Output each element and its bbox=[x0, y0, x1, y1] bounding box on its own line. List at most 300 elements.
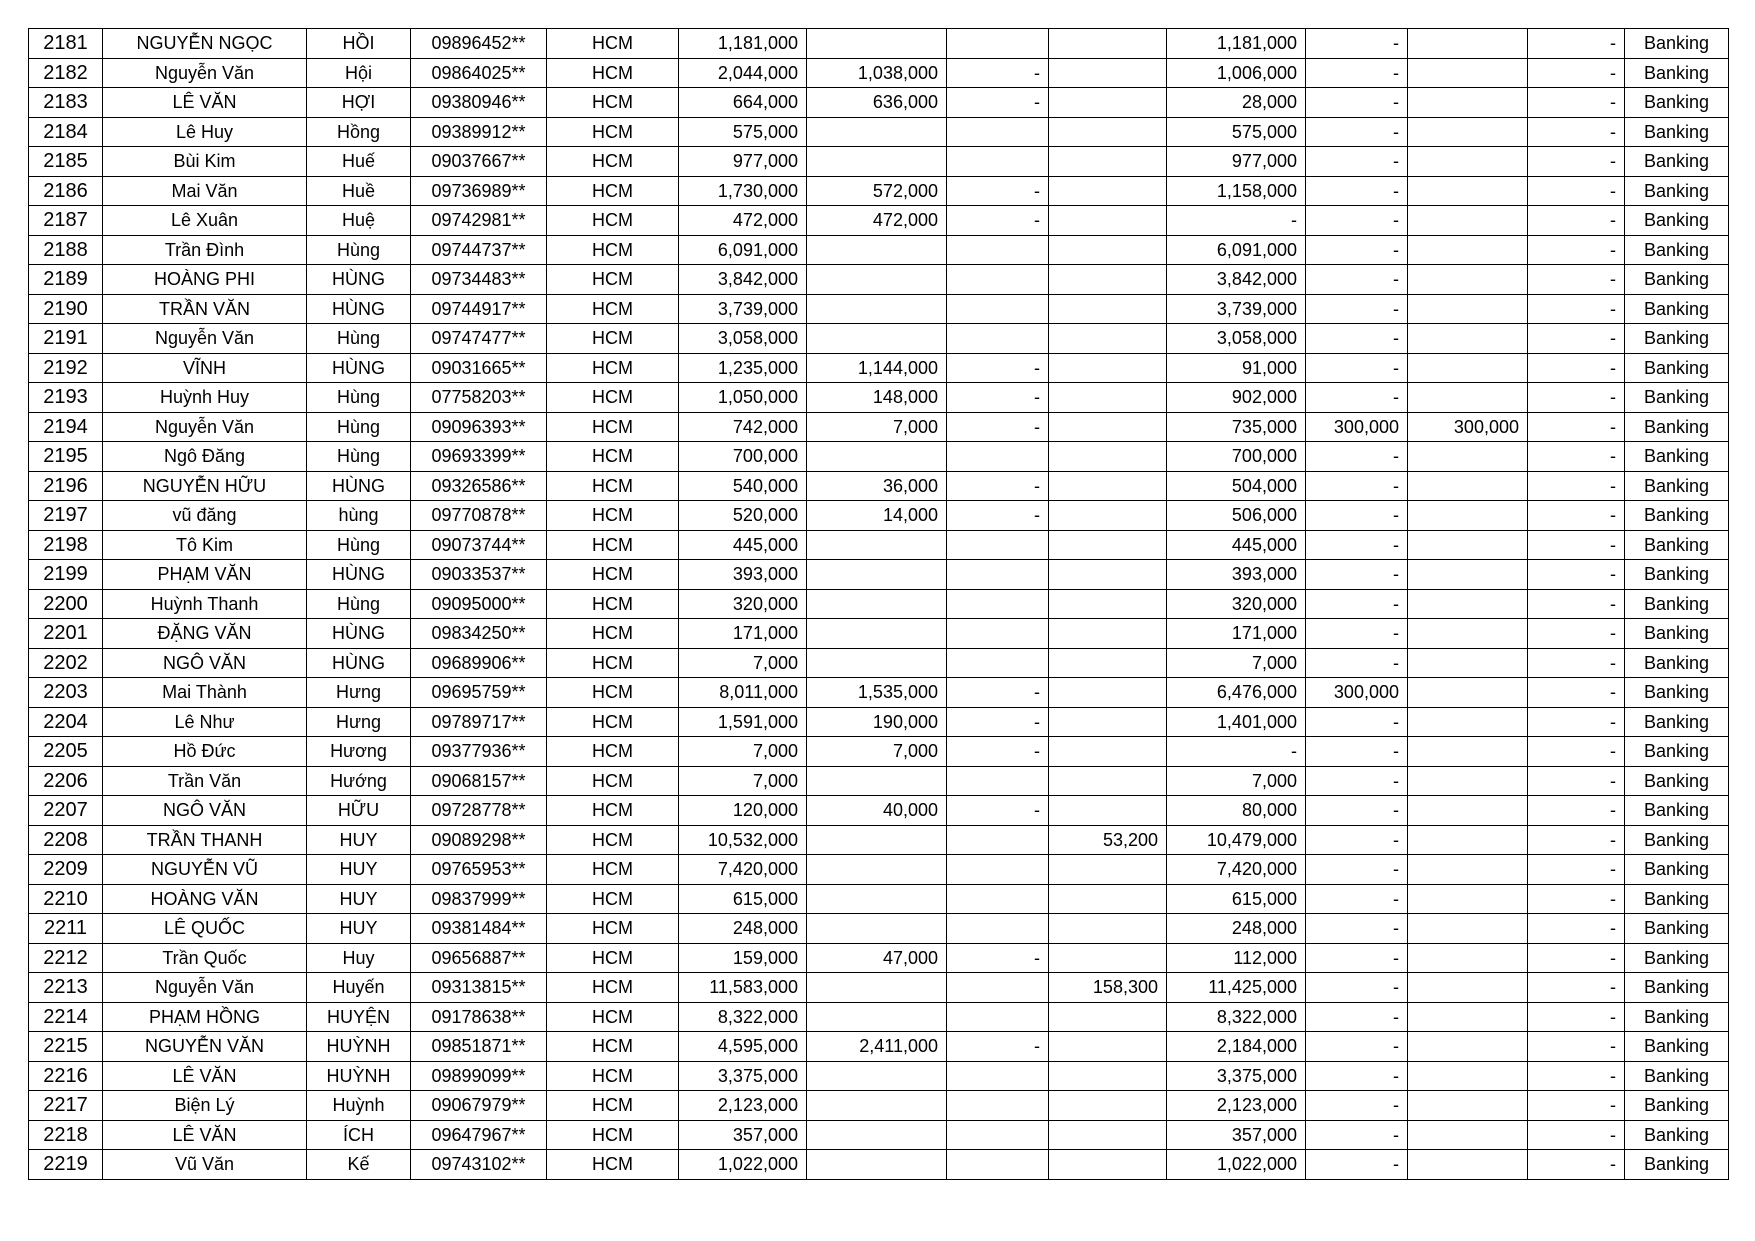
row-number-cell: 2184 bbox=[29, 117, 103, 147]
deduction-amount-cell: 1,038,000 bbox=[807, 58, 947, 88]
table-row bbox=[29, 117, 1729, 147]
net-amount-cell: 7,000 bbox=[1167, 766, 1306, 796]
deduction-dash-cell: - bbox=[947, 412, 1049, 442]
phone-number-cell: 09734483** bbox=[411, 265, 547, 295]
row-number-cell: 2188 bbox=[29, 235, 103, 265]
first-name-cell: Huỳnh bbox=[307, 1091, 411, 1121]
phone-number-cell: 09656887** bbox=[411, 943, 547, 973]
extra-amount-cell: - bbox=[1306, 796, 1408, 826]
table-row bbox=[29, 560, 1729, 590]
extra-amount-cell: - bbox=[1306, 766, 1408, 796]
last-middle-name-cell: HOÀNG VĂN bbox=[103, 884, 307, 914]
first-name-cell: Hùng bbox=[307, 442, 411, 472]
net-amount-cell: 3,058,000 bbox=[1167, 324, 1306, 354]
table-row bbox=[29, 29, 1729, 59]
extra-amount-2-cell bbox=[1408, 353, 1528, 383]
payment-method-cell: Banking bbox=[1625, 324, 1729, 354]
payment-method-cell: Banking bbox=[1625, 973, 1729, 1003]
extra-amount-2-cell bbox=[1408, 324, 1528, 354]
net-amount-cell: 1,022,000 bbox=[1167, 1150, 1306, 1180]
phone-number-cell: 09744737** bbox=[411, 235, 547, 265]
table-row bbox=[29, 1061, 1729, 1091]
first-name-cell: HUY bbox=[307, 825, 411, 855]
region-cell: HCM bbox=[547, 737, 679, 767]
total-amount-cell: 120,000 bbox=[679, 796, 807, 826]
fee-amount-cell bbox=[1049, 707, 1167, 737]
extra-amount-2-cell bbox=[1408, 176, 1528, 206]
region-cell: HCM bbox=[547, 1150, 679, 1180]
deduction-amount-cell bbox=[807, 766, 947, 796]
first-name-cell: HỢI bbox=[307, 88, 411, 118]
fee-amount-cell bbox=[1049, 796, 1167, 826]
phone-number-cell: 09742981** bbox=[411, 206, 547, 236]
extra-amount-cell: - bbox=[1306, 58, 1408, 88]
table-row bbox=[29, 147, 1729, 177]
row-number-cell: 2205 bbox=[29, 737, 103, 767]
total-amount-cell: 615,000 bbox=[679, 884, 807, 914]
total-amount-cell: 3,842,000 bbox=[679, 265, 807, 295]
first-name-cell: HUỲNH bbox=[307, 1061, 411, 1091]
last-middle-name-cell: Tô Kim bbox=[103, 530, 307, 560]
extra-amount-2-cell bbox=[1408, 442, 1528, 472]
table-row bbox=[29, 530, 1729, 560]
table-row bbox=[29, 1150, 1729, 1180]
extra-amount-2-cell bbox=[1408, 796, 1528, 826]
fee-amount-cell bbox=[1049, 265, 1167, 295]
first-name-cell: Hùng bbox=[307, 530, 411, 560]
deduction-amount-cell bbox=[807, 324, 947, 354]
deduction-amount-cell bbox=[807, 1061, 947, 1091]
fee-amount-cell bbox=[1049, 884, 1167, 914]
total-amount-cell: 540,000 bbox=[679, 471, 807, 501]
row-number-cell: 2198 bbox=[29, 530, 103, 560]
row-number-cell: 2199 bbox=[29, 560, 103, 590]
extra-amount-2-cell bbox=[1408, 707, 1528, 737]
payment-method-cell: Banking bbox=[1625, 294, 1729, 324]
net-amount-cell: 7,420,000 bbox=[1167, 855, 1306, 885]
region-cell: HCM bbox=[547, 619, 679, 649]
balance-dash-cell: - bbox=[1528, 265, 1625, 295]
balance-dash-cell: - bbox=[1528, 29, 1625, 59]
payment-method-cell: Banking bbox=[1625, 648, 1729, 678]
payment-method-cell: Banking bbox=[1625, 235, 1729, 265]
phone-number-cell: 09647967** bbox=[411, 1120, 547, 1150]
table-row bbox=[29, 914, 1729, 944]
region-cell: HCM bbox=[547, 442, 679, 472]
payment-method-cell: Banking bbox=[1625, 530, 1729, 560]
balance-dash-cell: - bbox=[1528, 825, 1625, 855]
extra-amount-cell: - bbox=[1306, 737, 1408, 767]
row-number-cell: 2216 bbox=[29, 1061, 103, 1091]
last-middle-name-cell: LÊ VĂN bbox=[103, 88, 307, 118]
last-middle-name-cell: ĐẶNG VĂN bbox=[103, 619, 307, 649]
total-amount-cell: 10,532,000 bbox=[679, 825, 807, 855]
balance-dash-cell: - bbox=[1528, 383, 1625, 413]
extra-amount-2-cell bbox=[1408, 678, 1528, 708]
table-row bbox=[29, 294, 1729, 324]
first-name-cell: HÙNG bbox=[307, 648, 411, 678]
total-amount-cell: 320,000 bbox=[679, 589, 807, 619]
total-amount-cell: 3,739,000 bbox=[679, 294, 807, 324]
balance-dash-cell: - bbox=[1528, 678, 1625, 708]
net-amount-cell: 902,000 bbox=[1167, 383, 1306, 413]
extra-amount-2-cell bbox=[1408, 29, 1528, 59]
deduction-amount-cell: 472,000 bbox=[807, 206, 947, 236]
first-name-cell: Hùng bbox=[307, 383, 411, 413]
table-row bbox=[29, 353, 1729, 383]
first-name-cell: HUYỆN bbox=[307, 1002, 411, 1032]
extra-amount-2-cell bbox=[1408, 88, 1528, 118]
table-row bbox=[29, 855, 1729, 885]
row-number-cell: 2219 bbox=[29, 1150, 103, 1180]
first-name-cell: HUY bbox=[307, 914, 411, 944]
extra-amount-cell: - bbox=[1306, 235, 1408, 265]
extra-amount-cell: - bbox=[1306, 501, 1408, 531]
extra-amount-cell: - bbox=[1306, 648, 1408, 678]
extra-amount-2-cell bbox=[1408, 825, 1528, 855]
region-cell: HCM bbox=[547, 501, 679, 531]
extra-amount-cell: - bbox=[1306, 324, 1408, 354]
row-number-cell: 2217 bbox=[29, 1091, 103, 1121]
last-middle-name-cell: Mai Thành bbox=[103, 678, 307, 708]
table-row bbox=[29, 619, 1729, 649]
table-row bbox=[29, 442, 1729, 472]
phone-number-cell: 09380946** bbox=[411, 88, 547, 118]
region-cell: HCM bbox=[547, 353, 679, 383]
first-name-cell: Kế bbox=[307, 1150, 411, 1180]
deduction-dash-cell: - bbox=[947, 707, 1049, 737]
phone-number-cell: 09747477** bbox=[411, 324, 547, 354]
deduction-amount-cell: 14,000 bbox=[807, 501, 947, 531]
deduction-dash-cell bbox=[947, 265, 1049, 295]
row-number-cell: 2213 bbox=[29, 973, 103, 1003]
net-amount-cell: - bbox=[1167, 206, 1306, 236]
balance-dash-cell: - bbox=[1528, 914, 1625, 944]
extra-amount-cell: - bbox=[1306, 589, 1408, 619]
region-cell: HCM bbox=[547, 648, 679, 678]
extra-amount-2-cell bbox=[1408, 737, 1528, 767]
last-middle-name-cell: PHẠM HỒNG bbox=[103, 1002, 307, 1032]
phone-number-cell: 09765953** bbox=[411, 855, 547, 885]
payment-method-cell: Banking bbox=[1625, 914, 1729, 944]
extra-amount-2-cell bbox=[1408, 1032, 1528, 1062]
first-name-cell: Hội bbox=[307, 58, 411, 88]
balance-dash-cell: - bbox=[1528, 1091, 1625, 1121]
fee-amount-cell bbox=[1049, 324, 1167, 354]
deduction-dash-cell bbox=[947, 294, 1049, 324]
deduction-dash-cell: - bbox=[947, 678, 1049, 708]
first-name-cell: HUỲNH bbox=[307, 1032, 411, 1062]
balance-dash-cell: - bbox=[1528, 1120, 1625, 1150]
total-amount-cell: 2,123,000 bbox=[679, 1091, 807, 1121]
deduction-dash-cell bbox=[947, 147, 1049, 177]
net-amount-cell: 1,158,000 bbox=[1167, 176, 1306, 206]
region-cell: HCM bbox=[547, 884, 679, 914]
row-number-cell: 2193 bbox=[29, 383, 103, 413]
last-middle-name-cell: NGÔ VĂN bbox=[103, 796, 307, 826]
deduction-amount-cell: 1,144,000 bbox=[807, 353, 947, 383]
first-name-cell: HÙNG bbox=[307, 294, 411, 324]
payment-method-cell: Banking bbox=[1625, 88, 1729, 118]
deduction-dash-cell: - bbox=[947, 737, 1049, 767]
deduction-dash-cell bbox=[947, 29, 1049, 59]
payment-method-cell: Banking bbox=[1625, 1091, 1729, 1121]
first-name-cell: Huệ bbox=[307, 206, 411, 236]
region-cell: HCM bbox=[547, 1061, 679, 1091]
phone-number-cell: 09695759** bbox=[411, 678, 547, 708]
fee-amount-cell bbox=[1049, 678, 1167, 708]
phone-number-cell: 09381484** bbox=[411, 914, 547, 944]
table-row bbox=[29, 825, 1729, 855]
first-name-cell: HÙNG bbox=[307, 471, 411, 501]
region-cell: HCM bbox=[547, 560, 679, 590]
extra-amount-cell: - bbox=[1306, 1091, 1408, 1121]
extra-amount-cell: - bbox=[1306, 383, 1408, 413]
region-cell: HCM bbox=[547, 1091, 679, 1121]
payment-method-cell: Banking bbox=[1625, 678, 1729, 708]
total-amount-cell: 1,050,000 bbox=[679, 383, 807, 413]
phone-number-cell: 09073744** bbox=[411, 530, 547, 560]
region-cell: HCM bbox=[547, 58, 679, 88]
region-cell: HCM bbox=[547, 796, 679, 826]
extra-amount-2-cell bbox=[1408, 501, 1528, 531]
payment-method-cell: Banking bbox=[1625, 1002, 1729, 1032]
extra-amount-2-cell bbox=[1408, 265, 1528, 295]
net-amount-cell: 320,000 bbox=[1167, 589, 1306, 619]
table-row bbox=[29, 383, 1729, 413]
fee-amount-cell: 158,300 bbox=[1049, 973, 1167, 1003]
total-amount-cell: 8,322,000 bbox=[679, 1002, 807, 1032]
deduction-amount-cell bbox=[807, 1091, 947, 1121]
deduction-amount-cell: 2,411,000 bbox=[807, 1032, 947, 1062]
deduction-dash-cell: - bbox=[947, 501, 1049, 531]
row-number-cell: 2201 bbox=[29, 619, 103, 649]
table-row bbox=[29, 973, 1729, 1003]
phone-number-cell: 09096393** bbox=[411, 412, 547, 442]
region-cell: HCM bbox=[547, 855, 679, 885]
extra-amount-cell: - bbox=[1306, 1061, 1408, 1091]
phone-number-cell: 09864025** bbox=[411, 58, 547, 88]
region-cell: HCM bbox=[547, 914, 679, 944]
deduction-dash-cell: - bbox=[947, 58, 1049, 88]
table-row bbox=[29, 737, 1729, 767]
extra-amount-2-cell bbox=[1408, 973, 1528, 1003]
balance-dash-cell: - bbox=[1528, 589, 1625, 619]
extra-amount-2-cell bbox=[1408, 58, 1528, 88]
fee-amount-cell bbox=[1049, 58, 1167, 88]
last-middle-name-cell: NGÔ VĂN bbox=[103, 648, 307, 678]
deduction-amount-cell bbox=[807, 1002, 947, 1032]
balance-dash-cell: - bbox=[1528, 855, 1625, 885]
region-cell: HCM bbox=[547, 88, 679, 118]
deduction-amount-cell: 7,000 bbox=[807, 412, 947, 442]
payment-method-cell: Banking bbox=[1625, 265, 1729, 295]
extra-amount-2-cell bbox=[1408, 1091, 1528, 1121]
balance-dash-cell: - bbox=[1528, 235, 1625, 265]
row-number-cell: 2192 bbox=[29, 353, 103, 383]
extra-amount-2-cell bbox=[1408, 914, 1528, 944]
fee-amount-cell bbox=[1049, 176, 1167, 206]
phone-number-cell: 09326586** bbox=[411, 471, 547, 501]
balance-dash-cell: - bbox=[1528, 648, 1625, 678]
last-middle-name-cell: Nguyễn Văn bbox=[103, 324, 307, 354]
first-name-cell: Hùng bbox=[307, 324, 411, 354]
net-amount-cell: 6,091,000 bbox=[1167, 235, 1306, 265]
fee-amount-cell bbox=[1049, 412, 1167, 442]
net-amount-cell: 8,322,000 bbox=[1167, 1002, 1306, 1032]
last-middle-name-cell: Trần Đình bbox=[103, 235, 307, 265]
total-amount-cell: 977,000 bbox=[679, 147, 807, 177]
net-amount-cell: 80,000 bbox=[1167, 796, 1306, 826]
payment-method-cell: Banking bbox=[1625, 29, 1729, 59]
table-row bbox=[29, 235, 1729, 265]
deduction-dash-cell bbox=[947, 855, 1049, 885]
payment-table bbox=[28, 28, 1729, 1180]
extra-amount-cell: - bbox=[1306, 530, 1408, 560]
phone-number-cell: 09896452** bbox=[411, 29, 547, 59]
fee-amount-cell bbox=[1049, 383, 1167, 413]
total-amount-cell: 4,595,000 bbox=[679, 1032, 807, 1062]
last-middle-name-cell: TRẦN THANH bbox=[103, 825, 307, 855]
row-number-cell: 2182 bbox=[29, 58, 103, 88]
last-middle-name-cell: Hồ Đức bbox=[103, 737, 307, 767]
region-cell: HCM bbox=[547, 1120, 679, 1150]
deduction-amount-cell bbox=[807, 884, 947, 914]
deduction-amount-cell bbox=[807, 29, 947, 59]
net-amount-cell: 3,842,000 bbox=[1167, 265, 1306, 295]
row-number-cell: 2209 bbox=[29, 855, 103, 885]
extra-amount-cell: - bbox=[1306, 353, 1408, 383]
phone-number-cell: 09789717** bbox=[411, 707, 547, 737]
deduction-amount-cell bbox=[807, 589, 947, 619]
payment-method-cell: Banking bbox=[1625, 1120, 1729, 1150]
first-name-cell: Hùng bbox=[307, 589, 411, 619]
deduction-amount-cell bbox=[807, 914, 947, 944]
payment-method-cell: Banking bbox=[1625, 353, 1729, 383]
region-cell: HCM bbox=[547, 825, 679, 855]
phone-number-cell: 09770878** bbox=[411, 501, 547, 531]
region-cell: HCM bbox=[547, 117, 679, 147]
deduction-amount-cell bbox=[807, 235, 947, 265]
total-amount-cell: 7,000 bbox=[679, 737, 807, 767]
net-amount-cell: 1,181,000 bbox=[1167, 29, 1306, 59]
fee-amount-cell bbox=[1049, 648, 1167, 678]
last-middle-name-cell: NGUYỄN VŨ bbox=[103, 855, 307, 885]
extra-amount-cell: - bbox=[1306, 825, 1408, 855]
first-name-cell: Huề bbox=[307, 176, 411, 206]
extra-amount-2-cell bbox=[1408, 235, 1528, 265]
row-number-cell: 2196 bbox=[29, 471, 103, 501]
balance-dash-cell: - bbox=[1528, 973, 1625, 1003]
first-name-cell: Hướng bbox=[307, 766, 411, 796]
table-row bbox=[29, 1002, 1729, 1032]
fee-amount-cell bbox=[1049, 471, 1167, 501]
net-amount-cell: 615,000 bbox=[1167, 884, 1306, 914]
last-middle-name-cell: VĨNH bbox=[103, 353, 307, 383]
last-middle-name-cell: PHẠM VĂN bbox=[103, 560, 307, 590]
phone-number-cell: 09744917** bbox=[411, 294, 547, 324]
payment-method-cell: Banking bbox=[1625, 589, 1729, 619]
extra-amount-cell: - bbox=[1306, 1120, 1408, 1150]
total-amount-cell: 11,583,000 bbox=[679, 973, 807, 1003]
fee-amount-cell bbox=[1049, 206, 1167, 236]
row-number-cell: 2191 bbox=[29, 324, 103, 354]
extra-amount-2-cell bbox=[1408, 619, 1528, 649]
balance-dash-cell: - bbox=[1528, 796, 1625, 826]
fee-amount-cell bbox=[1049, 1002, 1167, 1032]
deduction-amount-cell bbox=[807, 973, 947, 1003]
deduction-amount-cell bbox=[807, 560, 947, 590]
region-cell: HCM bbox=[547, 294, 679, 324]
total-amount-cell: 357,000 bbox=[679, 1120, 807, 1150]
phone-number-cell: 09067979** bbox=[411, 1091, 547, 1121]
table-row bbox=[29, 707, 1729, 737]
last-middle-name-cell: Vũ Văn bbox=[103, 1150, 307, 1180]
table-row bbox=[29, 412, 1729, 442]
extra-amount-2-cell: 300,000 bbox=[1408, 412, 1528, 442]
total-amount-cell: 3,375,000 bbox=[679, 1061, 807, 1091]
net-amount-cell: 171,000 bbox=[1167, 619, 1306, 649]
first-name-cell: Hồng bbox=[307, 117, 411, 147]
table-row bbox=[29, 796, 1729, 826]
total-amount-cell: 248,000 bbox=[679, 914, 807, 944]
table-row bbox=[29, 1091, 1729, 1121]
total-amount-cell: 2,044,000 bbox=[679, 58, 807, 88]
payment-method-cell: Banking bbox=[1625, 1032, 1729, 1062]
row-number-cell: 2202 bbox=[29, 648, 103, 678]
table-row bbox=[29, 324, 1729, 354]
extra-amount-2-cell bbox=[1408, 147, 1528, 177]
first-name-cell: HÙNG bbox=[307, 619, 411, 649]
first-name-cell: Hương bbox=[307, 737, 411, 767]
table-row bbox=[29, 766, 1729, 796]
extra-amount-2-cell bbox=[1408, 117, 1528, 147]
deduction-amount-cell bbox=[807, 1150, 947, 1180]
extra-amount-2-cell bbox=[1408, 855, 1528, 885]
fee-amount-cell bbox=[1049, 766, 1167, 796]
phone-number-cell: 09089298** bbox=[411, 825, 547, 855]
region-cell: HCM bbox=[547, 176, 679, 206]
last-middle-name-cell: Nguyễn Văn bbox=[103, 58, 307, 88]
last-middle-name-cell: NGUYỄN HỮU bbox=[103, 471, 307, 501]
first-name-cell: ÍCH bbox=[307, 1120, 411, 1150]
extra-amount-2-cell bbox=[1408, 884, 1528, 914]
fee-amount-cell bbox=[1049, 589, 1167, 619]
row-number-cell: 2206 bbox=[29, 766, 103, 796]
first-name-cell: Hùng bbox=[307, 235, 411, 265]
first-name-cell: HUY bbox=[307, 884, 411, 914]
deduction-amount-cell: 47,000 bbox=[807, 943, 947, 973]
fee-amount-cell bbox=[1049, 1150, 1167, 1180]
net-amount-cell: 445,000 bbox=[1167, 530, 1306, 560]
first-name-cell: HỒI bbox=[307, 29, 411, 59]
deduction-amount-cell bbox=[807, 294, 947, 324]
extra-amount-cell: - bbox=[1306, 117, 1408, 147]
last-middle-name-cell: vũ đăng bbox=[103, 501, 307, 531]
extra-amount-cell: - bbox=[1306, 442, 1408, 472]
net-amount-cell: 2,184,000 bbox=[1167, 1032, 1306, 1062]
row-number-cell: 2190 bbox=[29, 294, 103, 324]
first-name-cell: HỮU bbox=[307, 796, 411, 826]
deduction-amount-cell bbox=[807, 442, 947, 472]
balance-dash-cell: - bbox=[1528, 442, 1625, 472]
deduction-amount-cell bbox=[807, 619, 947, 649]
region-cell: HCM bbox=[547, 383, 679, 413]
table-row bbox=[29, 1120, 1729, 1150]
extra-amount-cell: - bbox=[1306, 707, 1408, 737]
table-row bbox=[29, 58, 1729, 88]
deduction-dash-cell bbox=[947, 648, 1049, 678]
